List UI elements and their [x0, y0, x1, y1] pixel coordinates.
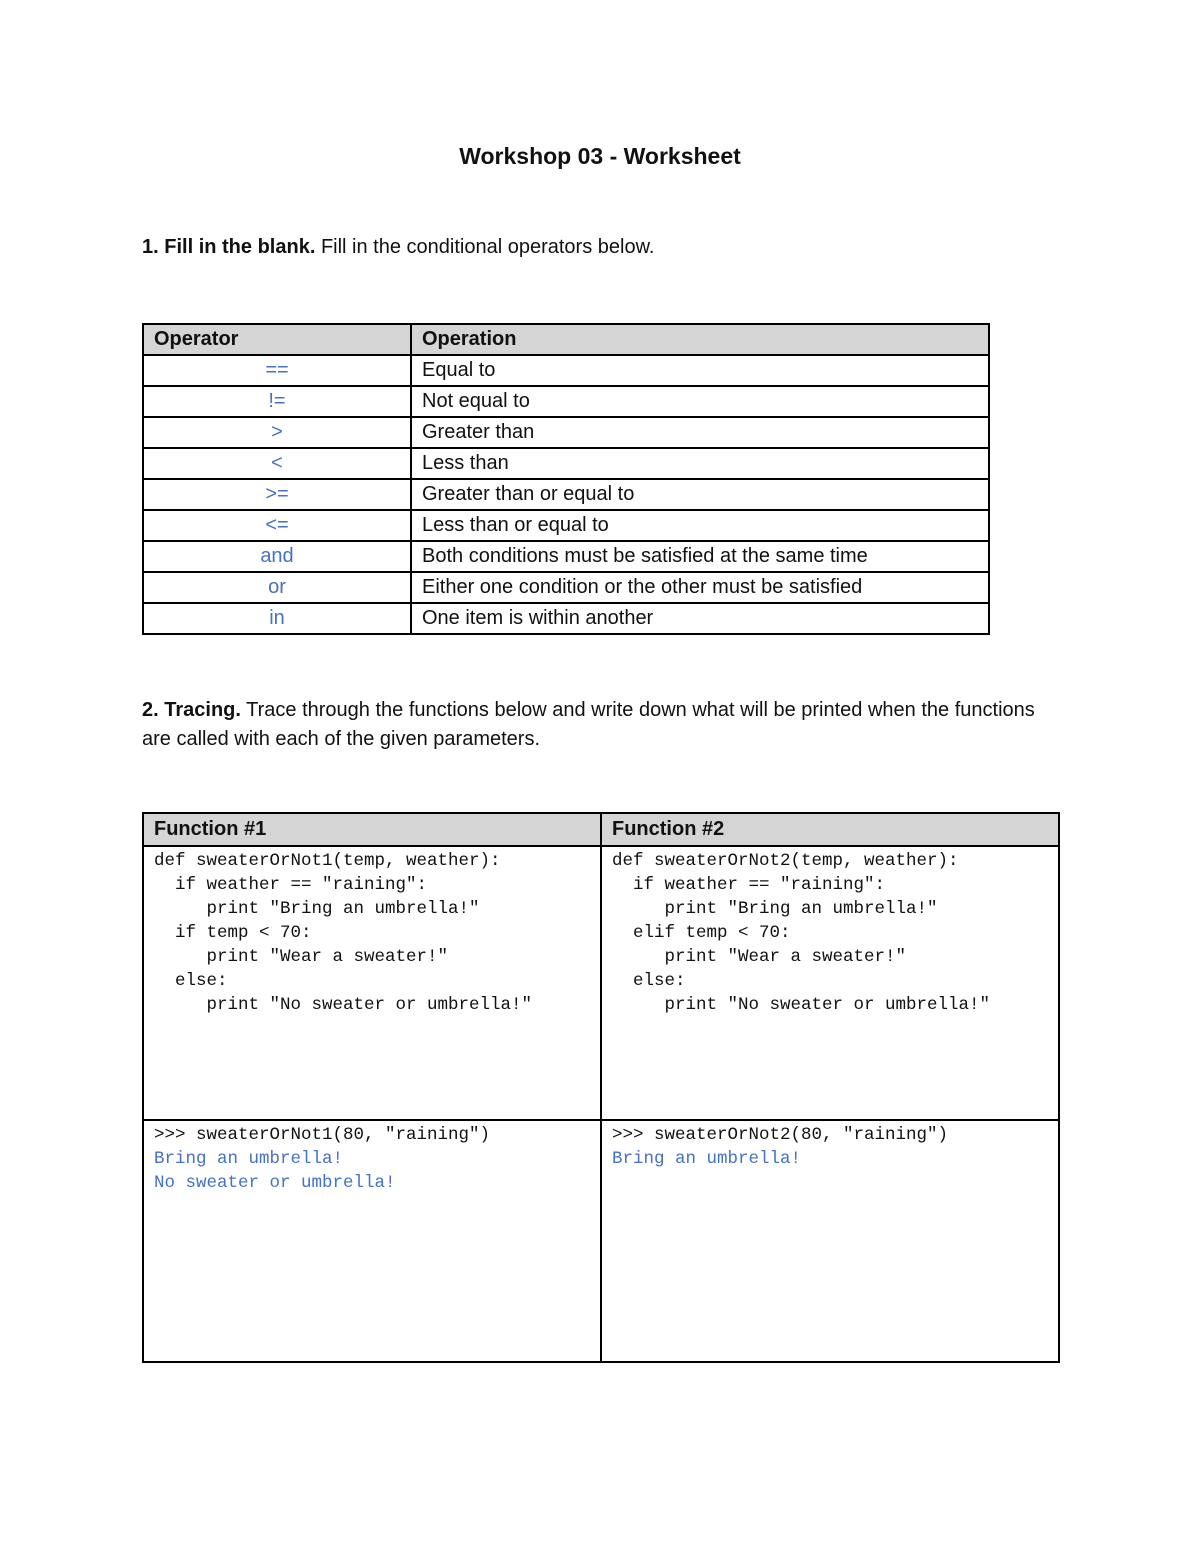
function-2-output-cell — [601, 1120, 1059, 1362]
function-2-output: Bring an umbrella! — [612, 1149, 802, 1169]
code-row — [143, 846, 1059, 1120]
table-row — [143, 386, 989, 417]
function-1-code: def sweaterOrNot1(temp, weather): if weather == "raining": print "Bring an umbrella!" if temp < 70: print "Wear a sweater!" else: print "No sweater or umbrella!" — [154, 851, 533, 1015]
operators-table — [142, 323, 990, 635]
output-row — [143, 1120, 1059, 1362]
operator-cell: > — [143, 417, 411, 448]
operator-cell: and — [143, 541, 411, 572]
header-function-2: Function #2 — [601, 813, 1059, 846]
question-1-bold: Fill in the blank. — [164, 236, 316, 258]
function-1-output-cell — [143, 1120, 601, 1362]
question-2-bold: Tracing. — [164, 699, 241, 721]
operation-cell: Equal to — [411, 355, 989, 386]
page-title: Workshop 03 - Worksheet — [459, 143, 741, 169]
header-operator: Operator — [143, 324, 411, 355]
table-row — [143, 448, 989, 479]
operator-cell: == — [143, 355, 411, 386]
question-2 — [142, 696, 1042, 754]
header-operation: Operation — [411, 324, 989, 355]
operators-header-row — [143, 324, 989, 355]
operation-cell: Less than or equal to — [411, 510, 989, 541]
table-row — [143, 603, 989, 634]
question-1-text: Fill in the conditional operators below. — [320, 236, 655, 258]
operator-cell: in — [143, 603, 411, 634]
question-1 — [142, 236, 654, 259]
functions-table — [142, 812, 1060, 1363]
question-2-number: 2. — [142, 699, 159, 721]
question-1-number: 1. — [142, 236, 159, 258]
operation-cell: Less than — [411, 448, 989, 479]
function-2-call: >>> sweaterOrNot2(80, "raining") — [612, 1125, 949, 1145]
table-row — [143, 355, 989, 386]
table-row — [143, 541, 989, 572]
operator-cell: >= — [143, 479, 411, 510]
operator-cell: or — [143, 572, 411, 603]
function-2-code-cell — [601, 846, 1059, 1120]
table-row — [143, 417, 989, 448]
operation-cell: One item is within another — [411, 603, 989, 634]
function-1-output: Bring an umbrella! No sweater or umbrella! — [154, 1149, 396, 1193]
function-2-code: def sweaterOrNot2(temp, weather): if weather == "raining": print "Bring an umbrella!" elif temp < 70: print "Wear a sweater!" else: print "No sweater or umbrella!" — [612, 851, 991, 1015]
operation-cell: Both conditions must be satisfied at the same time — [411, 541, 989, 572]
operator-cell: <= — [143, 510, 411, 541]
operation-cell: Either one condition or the other must be satisfied — [411, 572, 989, 603]
operation-cell: Not equal to — [411, 386, 989, 417]
function-1-code-cell — [143, 846, 601, 1120]
table-row — [143, 479, 989, 510]
function-1-call: >>> sweaterOrNot1(80, "raining") — [154, 1125, 491, 1145]
table-row — [143, 510, 989, 541]
operator-cell: < — [143, 448, 411, 479]
operation-cell: Greater than or equal to — [411, 479, 989, 510]
operator-cell: != — [143, 386, 411, 417]
table-row — [143, 572, 989, 603]
question-2-text: Trace through the functions below and write down what will be printed when the functions are called with each of the given parameters. — [142, 699, 1035, 750]
operation-cell: Greater than — [411, 417, 989, 448]
functions-header-row — [143, 813, 1059, 846]
header-function-1: Function #1 — [143, 813, 601, 846]
